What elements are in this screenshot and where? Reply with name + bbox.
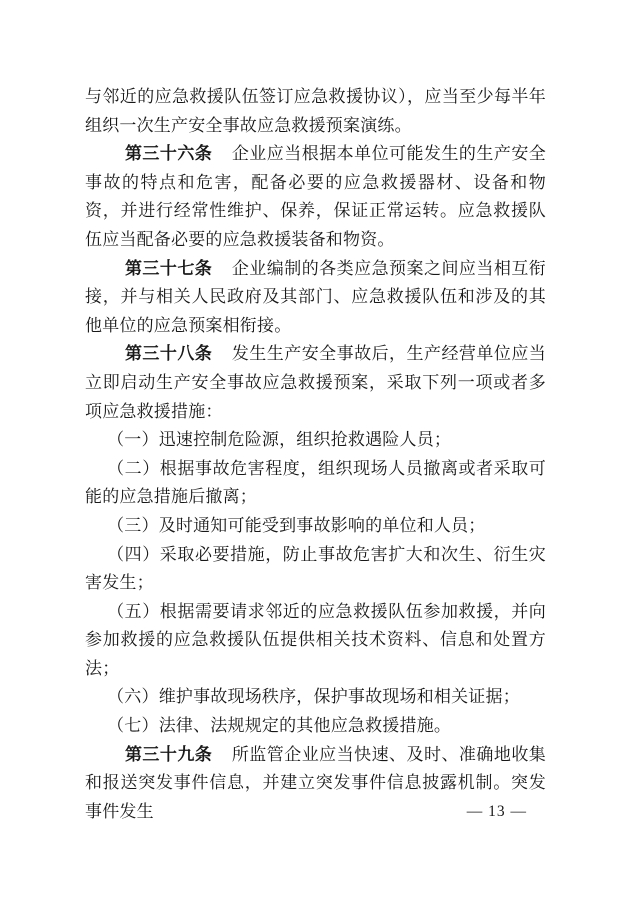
paragraph-text: （五）根据需要请求邻近的应急救援队伍参加救援，并向参加救援的应急救援队伍提供相关技术资料、信息和处置方法；: [85, 601, 546, 678]
article-number: 第三十六条: [124, 144, 213, 164]
list-item-paragraph: [85, 426, 546, 455]
paragraph-text: （六）维护事故现场秩序，保护事故现场和相关证据；: [107, 687, 520, 707]
paragraph-text: （二）根据事故危害程度，组织现场人员撤离或者采取可能的应急措施后撤离；: [85, 458, 546, 507]
article-paragraph: [85, 255, 546, 341]
list-item-paragraph: [85, 683, 546, 712]
paragraph-text: 所监管企业应当快速、及时、准确地收集和报送突发事件信息，并建立突发事件信息披露机制。突发事件发生: [85, 744, 546, 821]
paragraph-text: （四）采取必要措施，防止事故危害扩大和次生、衍生灾害发生；: [85, 544, 546, 593]
paragraph-text: （七）法律、法规规定的其他应急救援措施。: [107, 716, 452, 736]
paragraph-text: 发生生产安全事故后，生产经营单位应当立即启动生产安全事故应急救援预案，采取下列一项或者多项应急救援措施：: [85, 344, 546, 421]
list-item-paragraph: [85, 712, 546, 741]
document-text: [85, 83, 546, 826]
page-number: — 13 —: [466, 803, 527, 820]
article-number: 第三十八条: [124, 344, 213, 364]
paragraph-text: （一）迅速控制危险源，组织抢救遇险人员；: [107, 430, 452, 450]
continuation-paragraph: [85, 83, 546, 140]
article-number: 第三十九条: [124, 744, 213, 764]
paragraph-text: （三）及时通知可能受到事故影响的单位和人员；: [107, 515, 486, 535]
paragraph-text: 与邻近的应急救援队伍签订应急救援协议），应当至少每半年组织一次生产安全事故应急救援预案演练。: [85, 87, 546, 135]
article-number: 第三十七条: [124, 258, 213, 278]
list-item-paragraph: [85, 512, 546, 541]
article-paragraph: [85, 340, 546, 426]
paragraph-text: 企业应当根据本单位可能发生的生产安全事故的特点和危害，配备必要的应急救援器材、设备和物资，并进行经常性维护、保养，保证正常运转。应急救援队伍应当配备必要的应急救援装备和物资。: [85, 144, 546, 249]
list-item-paragraph: [85, 541, 546, 598]
paragraph-text: 企业编制的各类应急预案之间应当相互衔接，并与相关人民政府及其部门、应急救援队伍和涉及的其他单位的应急预案相衔接。: [85, 258, 546, 335]
article-paragraph: [85, 140, 546, 254]
list-item-paragraph: [85, 598, 546, 684]
list-item-paragraph: [85, 455, 546, 512]
